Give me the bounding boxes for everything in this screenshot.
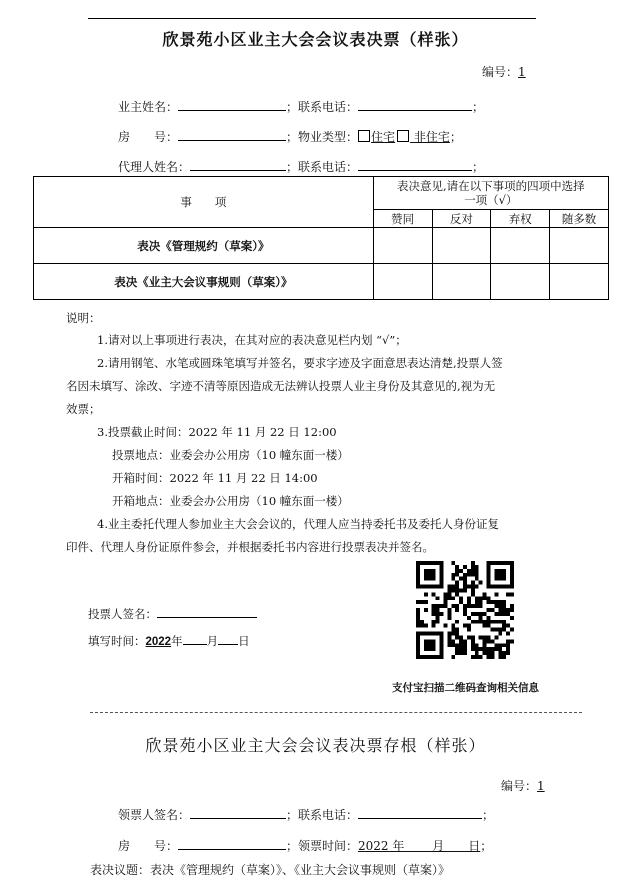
note-3-line-1: 3.投票截止时间：2022 年 11 月 22 日 12:00 bbox=[97, 425, 337, 439]
option-follow-majority: 随多数 bbox=[550, 210, 609, 228]
owner-phone-label: ；联系电话： bbox=[286, 100, 359, 114]
row-label: 表决《业主大会议事规则（草案）》 bbox=[34, 264, 374, 300]
qr-caption: 支付宝扫描二维码查询相关信息 bbox=[392, 682, 539, 694]
semicolon: ； bbox=[449, 130, 462, 144]
note-4-line-2: 印件、代理人身份证原件参会，并根据委托书内容进行投票表决并签名。 bbox=[66, 540, 434, 554]
notes-heading: 说明： bbox=[66, 311, 101, 325]
table-row bbox=[34, 228, 609, 264]
stub-number-value: 1 bbox=[537, 779, 545, 793]
property-type-label: ；物业类型： bbox=[286, 130, 359, 144]
house-label: 房 号： bbox=[118, 130, 179, 144]
stub-number-label: 编号： bbox=[501, 779, 538, 793]
stub-house-label: 房 号： bbox=[118, 839, 179, 853]
stub-title: 欣景苑小区业主大会会议表决票存根（样张） bbox=[145, 736, 486, 755]
receiver-phone-label: ；联系电话： bbox=[286, 808, 359, 822]
stub-house-field[interactable] bbox=[178, 836, 286, 850]
note-3-line-2: 投票地点：业委会办公用房（10 幢东面一楼） bbox=[112, 448, 349, 462]
note-2-line-1: 2.请用钢笔、水笔或圆珠笔填写并签名，要求字迹及字面意思表达清楚,投票人签 bbox=[97, 356, 503, 370]
agent-row bbox=[118, 157, 484, 175]
owner-name-field[interactable] bbox=[178, 97, 286, 111]
receive-time-value: 2022 年 月 日 bbox=[358, 839, 481, 853]
owner-name-label: 业主姓名： bbox=[118, 100, 179, 114]
fill-time-row bbox=[88, 631, 250, 649]
cut-line bbox=[90, 712, 582, 713]
stub-house-row bbox=[118, 836, 492, 854]
year-unit: 年 bbox=[171, 634, 183, 648]
receiver-row bbox=[118, 805, 494, 823]
qr-code bbox=[416, 561, 514, 659]
agent-name-field[interactable] bbox=[190, 157, 286, 171]
vote-cell[interactable] bbox=[373, 228, 432, 264]
vote-table bbox=[33, 176, 609, 300]
vote-cell[interactable] bbox=[550, 228, 609, 264]
residential-option: 住宅 bbox=[371, 130, 396, 144]
stub-topics: 表决议题：表决《管理规约（草案）》、《业主大会议事规则（草案）》 bbox=[90, 863, 451, 877]
option-oppose: 反对 bbox=[432, 210, 491, 228]
row-label: 表决《管理规约（草案）》 bbox=[34, 228, 374, 264]
table-row bbox=[34, 264, 609, 300]
month-field[interactable] bbox=[183, 631, 207, 645]
vote-cell[interactable] bbox=[373, 264, 432, 300]
month-unit: 月 bbox=[206, 634, 219, 648]
receiver-sign-label: 领票人签名： bbox=[118, 808, 191, 822]
option-agree: 赞同 bbox=[373, 210, 432, 228]
agent-phone-field[interactable] bbox=[358, 157, 472, 171]
non-residential-checkbox[interactable] bbox=[397, 130, 409, 142]
vote-cell[interactable] bbox=[491, 264, 550, 300]
day-unit: 日 bbox=[238, 634, 250, 648]
agent-phone-label: ；联系电话： bbox=[286, 160, 359, 174]
receive-time-label: ；领票时间： bbox=[286, 839, 359, 853]
day-field[interactable] bbox=[218, 631, 238, 645]
note-3-line-4: 开箱地点：业委会办公用房（10 幢东面一楼） bbox=[112, 494, 349, 508]
vote-cell[interactable] bbox=[432, 264, 491, 300]
top-rule bbox=[88, 18, 536, 19]
receiver-phone-field[interactable] bbox=[358, 805, 482, 819]
table-header-opinion: 表决意见,请在以下事项的四项中选择一项（√） bbox=[373, 177, 608, 210]
ballot-number-value: 1 bbox=[518, 65, 526, 79]
house-field[interactable] bbox=[178, 127, 286, 141]
owner-row bbox=[118, 97, 484, 115]
house-row bbox=[118, 127, 462, 145]
agent-name-label: 代理人姓名： bbox=[118, 160, 191, 174]
note-1: 1.请对以上事项进行表决，在其对应的表决意见栏内划 “√”； bbox=[97, 333, 407, 347]
note-2-line-2: 名因未填写、涂改、字迹不清等原因造成无法辨认投票人业主身份及其意见的,视为无 bbox=[66, 379, 496, 393]
note-3-line-3: 开箱时间：2022 年 11 月 22 日 14:00 bbox=[112, 471, 318, 485]
semicolon: ； bbox=[472, 160, 485, 174]
semicolon: ； bbox=[472, 100, 485, 114]
stub-number bbox=[501, 777, 545, 794]
table-header-item: 事 项 bbox=[34, 177, 374, 228]
ballot-number bbox=[482, 63, 526, 80]
vote-cell[interactable] bbox=[432, 228, 491, 264]
ballot-title: 欣景苑小区业主大会会议表决票（样张） bbox=[162, 30, 469, 49]
owner-phone-field[interactable] bbox=[358, 97, 472, 111]
voter-sign-row bbox=[88, 604, 257, 622]
residential-checkbox[interactable] bbox=[358, 130, 370, 142]
non-residential-option: 非住宅 bbox=[413, 130, 450, 144]
fill-time-label: 填写时间： bbox=[88, 634, 146, 648]
semicolon: ； bbox=[480, 839, 493, 853]
property-type-options bbox=[358, 130, 450, 144]
ballot-number-label: 编号： bbox=[482, 65, 519, 79]
voter-sign-label: 投票人签名： bbox=[88, 607, 157, 621]
note-4-line-1: 4.业主委托代理人参加业主大会会议的，代理人应当持委托书及委托人身份证复 bbox=[97, 517, 499, 531]
note-2-line-3: 效票； bbox=[66, 402, 101, 416]
semicolon: ； bbox=[482, 808, 495, 822]
option-abstain: 弃权 bbox=[491, 210, 550, 228]
vote-cell[interactable] bbox=[491, 228, 550, 264]
vote-cell[interactable] bbox=[550, 264, 609, 300]
receiver-sign-field[interactable] bbox=[190, 805, 286, 819]
fill-year-value: 2022 bbox=[145, 636, 172, 648]
voter-sign-field[interactable] bbox=[157, 604, 257, 618]
